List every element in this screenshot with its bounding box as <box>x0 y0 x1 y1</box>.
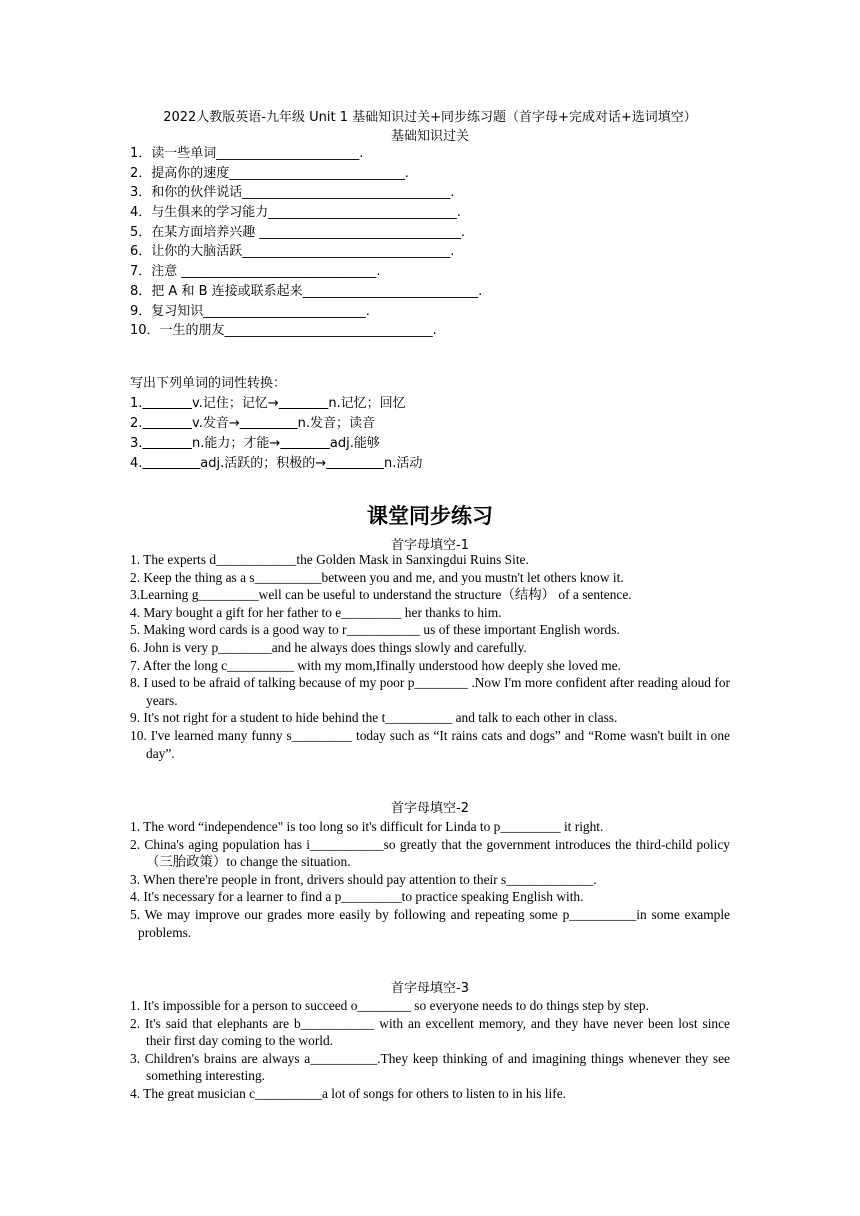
phrase-item: 6．让你的大脑活跃________________________________. <box>130 244 455 260</box>
exercise-item: 4. Mary bought a gift for her father to e_________ her thanks to him. <box>130 604 502 620</box>
phrase-item: 9．复习知识_________________________. <box>130 303 370 319</box>
exercise-item: 2. Keep the thing as a s__________between you and me, and you mustn't let others know it. <box>130 569 624 585</box>
exercise-item: 1. The experts d____________the Golden Mask in Sanxingdui Ruins Site. <box>130 552 529 567</box>
word-form-intro: 写出下列单词的词性转换： <box>130 376 287 391</box>
exercise-item: 1. The word “independence" is too long so it's difficult for Linda to p_________ it right. <box>130 819 604 834</box>
exercise-item: 2. It's said that elephants are b___________ with an excellent memory, and they have never been lost since their first day coming to the world. <box>130 1015 730 1049</box>
phrase-list <box>130 144 750 341</box>
exercise-item: 7. After the long c__________ with my mom,Ifinally understood how deeply she loved me. <box>130 657 621 673</box>
exercise-item: 4. It's necessary for a learner to find a p_________to practice speaking English with. <box>130 889 584 905</box>
practice-title: 课堂同步练习 <box>367 504 493 528</box>
phrase-item: 4．与生俱来的学习能力_____________________________. <box>130 205 461 221</box>
word-form-item: 2. v.发音→ n.发音；读音 <box>130 416 375 431</box>
exercise-group-1 <box>130 551 730 762</box>
exercise-item: 2. China's aging population has i___________so greatly that the government introduces the third-child policy（三胎政策）to change the situation. <box>130 836 730 870</box>
group-title-1: 首字母填空-1 <box>391 538 469 553</box>
document-title: 2022人教版英语-九年级 Unit 1 基础知识过关+同步练习题（首字母+完成对话+选词填空） <box>163 110 697 125</box>
phrase-item: 1．读一些单词______________________. <box>130 146 364 161</box>
exercise-group-3 <box>130 997 730 1103</box>
word-form-item: 1. v.记住；记忆→ n.记忆；回忆 <box>130 396 406 411</box>
exercise-item: 6. John is very p________and he always does things slowly and carefully. <box>130 639 527 655</box>
exercise-item: 10. I've learned many funny s_________ today such as “It rains cats and dogs” and “Rome wasn't built in one day”. <box>130 727 730 761</box>
exercise-item: 3.Learning g_________well can be useful to understand the structure（结构） of a sentence. <box>130 587 632 603</box>
exercise-item: 4. The great musician c__________a lot of songs for others to listen to in his life. <box>130 1085 566 1101</box>
word-form-section <box>130 374 750 474</box>
group-title-2: 首字母填空-2 <box>391 801 469 816</box>
section-title-basics: 基础知识过关 <box>390 129 469 144</box>
exercise-item: 8. I used to be afraid of talking because of my poor p________ .Now I'm more confident after reading aloud for years. <box>130 675 730 708</box>
exercise-item: 9. It's not right for a student to hide behind the t__________ and talk to each other in class. <box>130 710 618 726</box>
exercise-item: 5. We may improve our grades more easily by following and repeating some p__________in some example problems. <box>130 906 730 940</box>
exercise-item: 1. It's impossible for a person to succeed o________ so everyone needs to do things step by step. <box>130 998 649 1013</box>
phrase-item: 2．提高你的速度___________________________. <box>130 165 409 181</box>
exercise-group-2 <box>130 818 730 941</box>
exercise-item: 3. Children's brains are always a__________.They keep thinking of and imagining things whenever they see something interesting. <box>130 1050 730 1084</box>
phrase-item: 5．在某方面培养兴趣 _______________________________. <box>130 224 466 240</box>
word-form-item: 4. adj.活跃的；积极的→ n.活动 <box>130 456 423 471</box>
phrase-item: 3．和你的伙伴说话________________________________. <box>130 185 455 201</box>
exercise-item: 5. Making word cards is a good way to r___________ us of these important English words. <box>130 622 620 638</box>
phrase-item: 7．注意 ______________________________. <box>130 264 381 280</box>
phrase-item: 10．一生的朋友________________________________. <box>130 323 437 339</box>
group-title-3: 首字母填空-3 <box>391 981 469 996</box>
word-form-item: 3. n.能力；才能→ adj.能够 <box>130 436 380 451</box>
exercise-item: 3. When there're people in front, drivers should pay attention to their s_____________. <box>130 871 597 887</box>
phrase-item: 8．把 A 和 B 连接或联系起来___________________________. <box>130 283 483 299</box>
